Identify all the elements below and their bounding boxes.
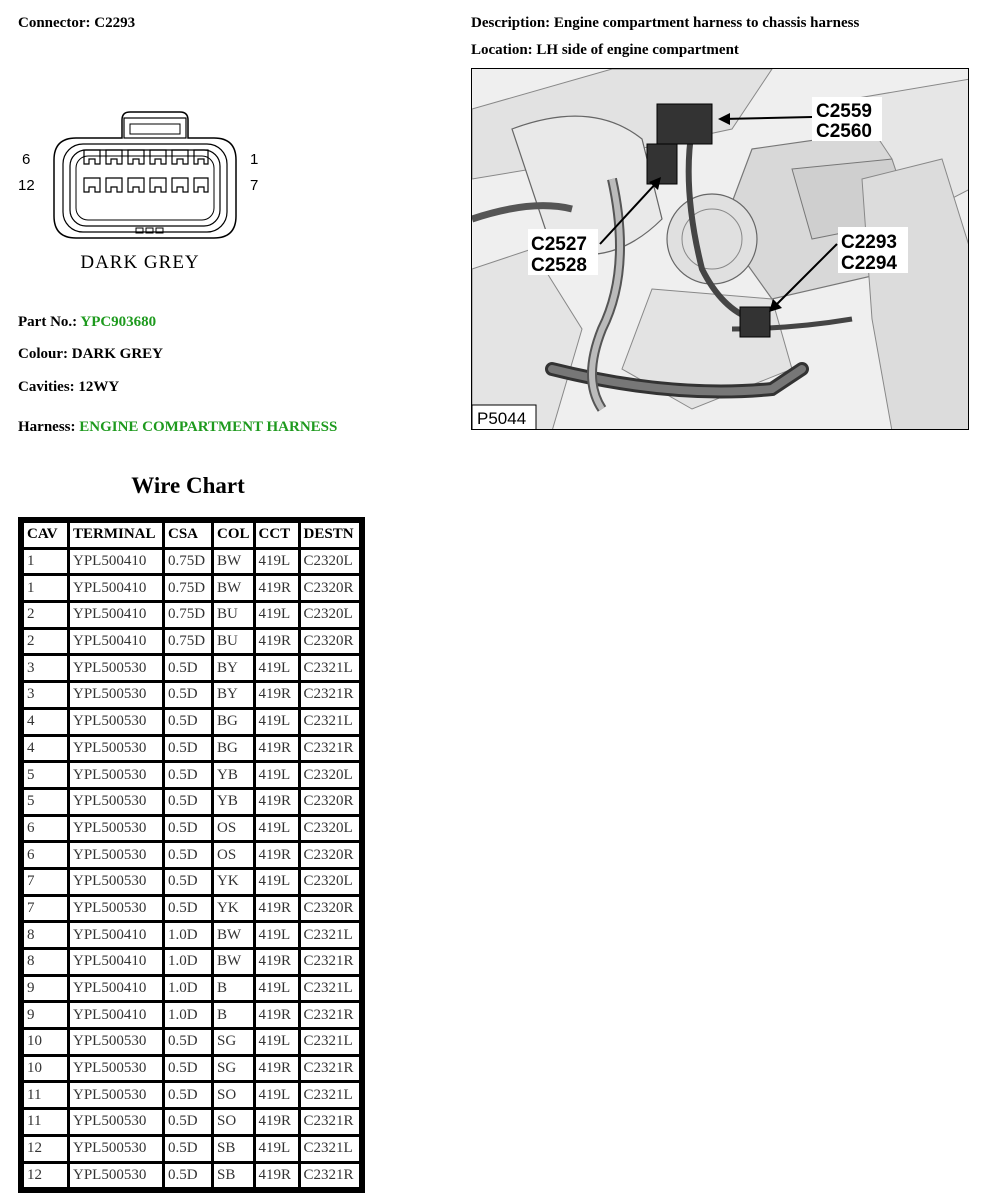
col-header-col: COL bbox=[214, 523, 253, 547]
col-header-destn: DESTN bbox=[301, 523, 359, 547]
cell-csa: 0.5D bbox=[165, 737, 211, 761]
cell-cav: 10 bbox=[24, 1030, 67, 1054]
cell-col: SG bbox=[214, 1030, 253, 1054]
cell-terminal: YPL500530 bbox=[70, 737, 162, 761]
cell-csa: 0.5D bbox=[165, 1083, 211, 1107]
cell-col: BU bbox=[214, 603, 253, 627]
table-row bbox=[24, 710, 359, 734]
cell-terminal: YPL500530 bbox=[70, 656, 162, 680]
cell-terminal: YPL500410 bbox=[70, 1003, 162, 1027]
cell-col: BG bbox=[214, 737, 253, 761]
cell-terminal: YPL500530 bbox=[70, 1110, 162, 1134]
table-row bbox=[24, 843, 359, 867]
callout-c2293: C2293 bbox=[841, 232, 897, 253]
callout-c2294: C2294 bbox=[841, 253, 897, 274]
table-row bbox=[24, 683, 359, 707]
table-row bbox=[24, 1083, 359, 1107]
cell-csa: 0.5D bbox=[165, 870, 211, 894]
table-row bbox=[24, 817, 359, 841]
cell-terminal: YPL500530 bbox=[70, 1164, 162, 1188]
cell-terminal: YPL500530 bbox=[70, 1030, 162, 1054]
location bbox=[471, 42, 739, 59]
cell-cct: 419R bbox=[256, 1003, 298, 1027]
cell-destn: C2321R bbox=[301, 950, 359, 974]
cell-cav: 9 bbox=[24, 1003, 67, 1027]
cell-destn: C2320L bbox=[301, 603, 359, 627]
callout-c2559: C2559 bbox=[816, 101, 872, 122]
cell-cct: 419L bbox=[256, 710, 298, 734]
cell-cct: 419L bbox=[256, 656, 298, 680]
cell-csa: 1.0D bbox=[165, 977, 211, 1001]
pin-label-12: 12 bbox=[18, 177, 35, 194]
cell-cav: 3 bbox=[24, 683, 67, 707]
cell-terminal: YPL500530 bbox=[70, 1137, 162, 1161]
pin-label-7: 7 bbox=[250, 177, 259, 194]
cell-csa: 0.75D bbox=[165, 630, 211, 654]
cell-col: YB bbox=[214, 763, 253, 787]
cell-csa: 0.75D bbox=[165, 576, 211, 600]
cell-destn: C2320L bbox=[301, 870, 359, 894]
table-row bbox=[24, 870, 359, 894]
table-row bbox=[24, 923, 359, 947]
cell-cav: 8 bbox=[24, 950, 67, 974]
cell-terminal: YPL500410 bbox=[70, 950, 162, 974]
table-row bbox=[24, 630, 359, 654]
cell-terminal: YPL500530 bbox=[70, 870, 162, 894]
cell-destn: C2320L bbox=[301, 817, 359, 841]
cell-cct: 419L bbox=[256, 763, 298, 787]
connector-value: C2293 bbox=[94, 15, 136, 31]
cell-col: BW bbox=[214, 950, 253, 974]
cell-cct: 419R bbox=[256, 576, 298, 600]
cell-destn: C2321R bbox=[301, 1164, 359, 1188]
cell-terminal: YPL500410 bbox=[70, 603, 162, 627]
cell-cct: 419R bbox=[256, 843, 298, 867]
connector-label: Connector: bbox=[18, 15, 91, 31]
table-row bbox=[24, 950, 359, 974]
description-label: Description: bbox=[471, 15, 551, 31]
cell-cct: 419L bbox=[256, 870, 298, 894]
table-row bbox=[24, 1137, 359, 1161]
cell-destn: C2321R bbox=[301, 1110, 359, 1134]
cell-terminal: YPL500530 bbox=[70, 710, 162, 734]
cell-cct: 419R bbox=[256, 1057, 298, 1081]
cell-col: BG bbox=[214, 710, 253, 734]
location-label: Location: bbox=[471, 42, 533, 58]
cell-cct: 419L bbox=[256, 1137, 298, 1161]
wire-chart-title: Wire Chart bbox=[131, 473, 245, 498]
cell-terminal: YPL500530 bbox=[70, 763, 162, 787]
table-row bbox=[24, 1030, 359, 1054]
table-row bbox=[24, 897, 359, 921]
cell-terminal: YPL500530 bbox=[70, 1057, 162, 1081]
description-value: Engine compartment harness to chassis harness bbox=[553, 15, 860, 31]
cell-terminal: YPL500410 bbox=[70, 630, 162, 654]
cell-terminal: YPL500410 bbox=[70, 977, 162, 1001]
cell-col: B bbox=[214, 1003, 253, 1027]
cell-col: BY bbox=[214, 683, 253, 707]
cell-destn: C2321L bbox=[301, 1137, 359, 1161]
cell-terminal: YPL500530 bbox=[70, 897, 162, 921]
cell-cav: 1 bbox=[24, 576, 67, 600]
cell-csa: 0.75D bbox=[165, 603, 211, 627]
cell-destn: C2321L bbox=[301, 923, 359, 947]
cell-cct: 419R bbox=[256, 1164, 298, 1188]
cavities bbox=[18, 379, 119, 396]
cell-terminal: YPL500410 bbox=[70, 576, 162, 600]
cell-csa: 0.5D bbox=[165, 763, 211, 787]
cell-cav: 8 bbox=[24, 923, 67, 947]
cell-cct: 419L bbox=[256, 1083, 298, 1107]
connector-colour-label: DARK GREY bbox=[80, 252, 200, 273]
cell-col: OS bbox=[214, 817, 253, 841]
table-row bbox=[24, 977, 359, 1001]
cell-cct: 419L bbox=[256, 817, 298, 841]
cell-col: YK bbox=[214, 897, 253, 921]
cell-destn: C2321R bbox=[301, 1003, 359, 1027]
cell-cct: 419R bbox=[256, 897, 298, 921]
cell-col: YB bbox=[214, 790, 253, 814]
cell-cct: 419L bbox=[256, 1030, 298, 1054]
cell-terminal: YPL500410 bbox=[70, 550, 162, 574]
part-number-link[interactable]: YPC903680 bbox=[80, 314, 157, 330]
table-row bbox=[24, 1164, 359, 1188]
cell-terminal: YPL500530 bbox=[70, 683, 162, 707]
cell-terminal: YPL500530 bbox=[70, 1083, 162, 1107]
cell-terminal: YPL500530 bbox=[70, 790, 162, 814]
harness bbox=[18, 419, 337, 436]
cell-cct: 419R bbox=[256, 790, 298, 814]
cell-csa: 0.5D bbox=[165, 790, 211, 814]
cell-col: SB bbox=[214, 1164, 253, 1188]
cell-destn: C2320R bbox=[301, 897, 359, 921]
cell-destn: C2321L bbox=[301, 656, 359, 680]
table-row bbox=[24, 656, 359, 680]
cell-cav: 1 bbox=[24, 550, 67, 574]
table-row bbox=[24, 763, 359, 787]
cell-terminal: YPL500530 bbox=[70, 843, 162, 867]
table-header-row bbox=[24, 523, 359, 547]
table-row bbox=[24, 1057, 359, 1081]
callout-c2560: C2560 bbox=[816, 121, 872, 142]
illustration-id: P5044 bbox=[477, 409, 527, 428]
connector-title bbox=[18, 15, 135, 32]
cell-cct: 419L bbox=[256, 603, 298, 627]
cell-csa: 1.0D bbox=[165, 950, 211, 974]
cell-col: OS bbox=[214, 843, 253, 867]
pin-label-6: 6 bbox=[22, 151, 31, 168]
part-number-label: Part No.: bbox=[18, 314, 78, 330]
cell-destn: C2321R bbox=[301, 683, 359, 707]
cell-cav: 7 bbox=[24, 897, 67, 921]
cell-cav: 5 bbox=[24, 790, 67, 814]
cell-cav: 7 bbox=[24, 870, 67, 894]
cell-cav: 3 bbox=[24, 656, 67, 680]
colour-value: DARK GREY bbox=[71, 346, 164, 362]
cell-cav: 12 bbox=[24, 1137, 67, 1161]
cell-csa: 0.75D bbox=[165, 550, 211, 574]
cavities-label: Cavities: bbox=[18, 379, 75, 395]
cell-csa: 0.5D bbox=[165, 1030, 211, 1054]
cell-csa: 0.5D bbox=[165, 683, 211, 707]
table-row bbox=[24, 737, 359, 761]
cell-destn: C2321R bbox=[301, 1057, 359, 1081]
col-header-cav: CAV bbox=[24, 523, 67, 547]
col-header-terminal: TERMINAL bbox=[70, 523, 162, 547]
cell-csa: 0.5D bbox=[165, 656, 211, 680]
cell-destn: C2320R bbox=[301, 576, 359, 600]
cell-csa: 0.5D bbox=[165, 1110, 211, 1134]
cell-col: YK bbox=[214, 870, 253, 894]
wire-chart-table bbox=[18, 517, 365, 1193]
cell-col: SO bbox=[214, 1083, 253, 1107]
cell-destn: C2321L bbox=[301, 1030, 359, 1054]
callout-c2527: C2527 bbox=[531, 234, 587, 255]
table-row bbox=[24, 1003, 359, 1027]
pin-label-1: 1 bbox=[250, 151, 259, 168]
cell-col: SB bbox=[214, 1137, 253, 1161]
cell-destn: C2320L bbox=[301, 550, 359, 574]
table-row bbox=[24, 550, 359, 574]
cell-cav: 4 bbox=[24, 710, 67, 734]
cell-cav: 6 bbox=[24, 843, 67, 867]
cell-cct: 419R bbox=[256, 683, 298, 707]
location-value: LH side of engine compartment bbox=[536, 42, 739, 58]
cell-col: BY bbox=[214, 656, 253, 680]
cell-cav: 12 bbox=[24, 1164, 67, 1188]
cell-destn: C2321L bbox=[301, 1083, 359, 1107]
cell-col: BW bbox=[214, 576, 253, 600]
cell-cav: 4 bbox=[24, 737, 67, 761]
cell-destn: C2320L bbox=[301, 763, 359, 787]
cell-cct: 419R bbox=[256, 1110, 298, 1134]
harness-link[interactable]: ENGINE COMPARTMENT HARNESS bbox=[79, 419, 338, 435]
cell-csa: 1.0D bbox=[165, 923, 211, 947]
cell-cct: 419R bbox=[256, 630, 298, 654]
cell-col: B bbox=[214, 977, 253, 1001]
cell-csa: 0.5D bbox=[165, 1137, 211, 1161]
col-header-cct: CCT bbox=[256, 523, 298, 547]
cell-cct: 419L bbox=[256, 550, 298, 574]
cell-destn: C2320R bbox=[301, 843, 359, 867]
cell-cav: 5 bbox=[24, 763, 67, 787]
cell-col: BW bbox=[214, 550, 253, 574]
cell-cct: 419R bbox=[256, 737, 298, 761]
cell-csa: 0.5D bbox=[165, 843, 211, 867]
table-row bbox=[24, 1110, 359, 1134]
table-row bbox=[24, 790, 359, 814]
callout-c2528: C2528 bbox=[531, 255, 587, 276]
cell-cav: 11 bbox=[24, 1083, 67, 1107]
cavities-value: 12WY bbox=[78, 379, 120, 395]
connector-face-diagram bbox=[18, 98, 268, 278]
cell-destn: C2321R bbox=[301, 737, 359, 761]
cell-col: SO bbox=[214, 1110, 253, 1134]
cell-cav: 10 bbox=[24, 1057, 67, 1081]
colour-label: Colour: bbox=[18, 346, 68, 362]
cell-csa: 0.5D bbox=[165, 710, 211, 734]
cell-csa: 1.0D bbox=[165, 1003, 211, 1027]
table-row bbox=[24, 576, 359, 600]
cell-destn: C2321L bbox=[301, 710, 359, 734]
cell-csa: 0.5D bbox=[165, 817, 211, 841]
cell-csa: 0.5D bbox=[165, 1164, 211, 1188]
cell-destn: C2320R bbox=[301, 790, 359, 814]
wire-chart-body bbox=[24, 550, 359, 1188]
cell-cav: 2 bbox=[24, 630, 67, 654]
cell-csa: 0.5D bbox=[165, 1057, 211, 1081]
cell-col: SG bbox=[214, 1057, 253, 1081]
cell-destn: C2321L bbox=[301, 977, 359, 1001]
col-header-csa: CSA bbox=[165, 523, 211, 547]
cell-destn: C2320R bbox=[301, 630, 359, 654]
cell-terminal: YPL500530 bbox=[70, 817, 162, 841]
cell-cct: 419L bbox=[256, 923, 298, 947]
cell-cav: 9 bbox=[24, 977, 67, 1001]
cell-cav: 2 bbox=[24, 603, 67, 627]
cell-cav: 6 bbox=[24, 817, 67, 841]
engine-compartment-illustration bbox=[471, 68, 969, 430]
cell-csa: 0.5D bbox=[165, 897, 211, 921]
cell-terminal: YPL500410 bbox=[70, 923, 162, 947]
cell-cct: 419R bbox=[256, 950, 298, 974]
description bbox=[471, 15, 859, 32]
harness-label: Harness: bbox=[18, 419, 76, 435]
colour bbox=[18, 346, 163, 363]
cell-cav: 11 bbox=[24, 1110, 67, 1134]
part-number bbox=[18, 314, 156, 331]
table-row bbox=[24, 603, 359, 627]
cell-col: BU bbox=[214, 630, 253, 654]
cell-col: BW bbox=[214, 923, 253, 947]
cell-cct: 419L bbox=[256, 977, 298, 1001]
